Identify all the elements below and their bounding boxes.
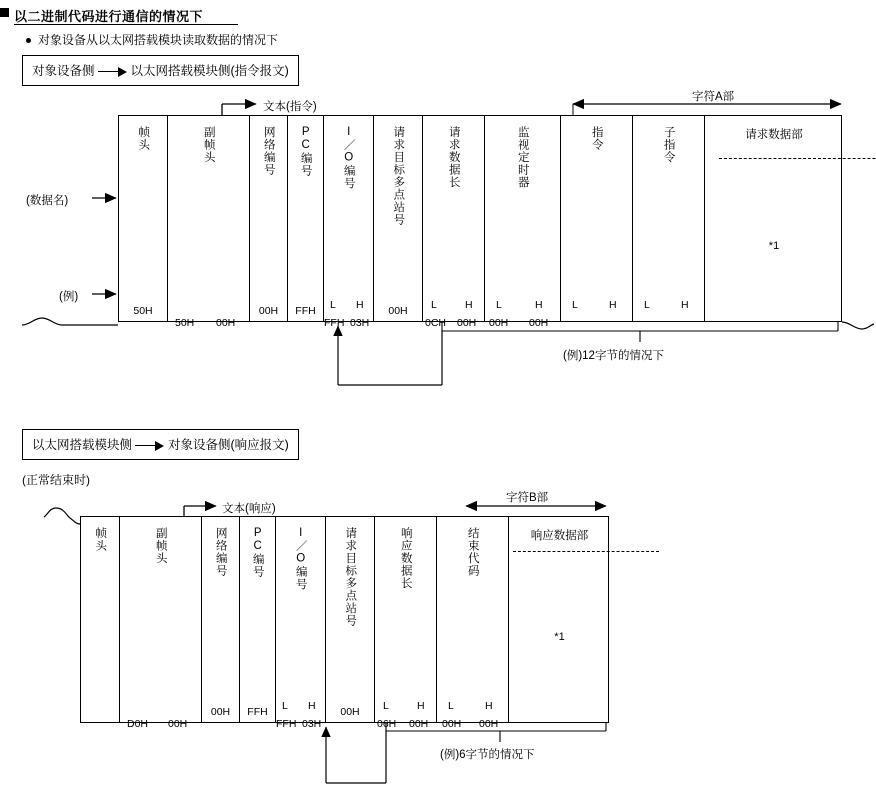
field-frame-header [119,116,168,321]
field-label: 帧头 [137,126,150,151]
title-underline [14,24,238,25]
caption-left-label: 以太网搭载模块侧 [32,438,133,452]
response-message-frame [80,516,609,730]
field-hex: 0CH [425,317,447,329]
field-lh: L [448,700,454,712]
field-label: 子指令 [662,126,675,164]
field-monitoring-timer [485,116,561,329]
field-hex-extra: 50H [175,317,195,329]
field-hex: 00H [216,317,236,329]
field-lh: H [535,299,543,311]
field-hex-extra: D0H [127,718,149,730]
field-hex: 00H [258,305,279,317]
field-command [561,116,633,321]
field-request-data-part [705,116,843,321]
field-lh: H [308,700,316,712]
field-hex: 00H [489,317,509,329]
field-lh: L [282,700,288,712]
field-lh: H [465,299,473,311]
field-response-data-part [509,517,610,722]
command-message-caption [22,55,299,86]
field-sub-header [120,517,202,730]
bytes-note-1: (例)12字节的情况下 [563,350,664,362]
dashed-separator [513,551,659,552]
field-label: 请求目标多点站号 [344,527,357,627]
field-hex: 00H [529,317,549,329]
field-label: PC编号 [299,126,312,177]
bullet-text: 对象设备从以太网搭载模块读取数据的情况下 [38,33,279,47]
field-hex: 03H [350,317,370,329]
command-message-frame [118,115,842,329]
dashed-separator [719,158,876,159]
right-arrow-icon [98,67,128,77]
field-request-data-length [423,116,485,329]
field-hex: 03H [302,718,322,730]
field-hex: 00H [210,706,231,718]
field-hex: 00H [457,317,477,329]
caption-left-label: 对象设备侧 [32,64,95,78]
field-hex: 00H [340,706,360,718]
field-label: 请求目标多点站号 [392,126,405,226]
char-b-part-label: 字符B部 [506,492,549,504]
field-label: 结束代码 [466,527,479,577]
text-command-label: 文本(指令) [263,101,317,113]
field-lh: L [572,299,578,311]
field-lh: H [485,700,493,712]
page-title: 以二进制代码进行通信的情况下 [14,9,204,24]
field-lh: H [417,700,425,712]
field-hex: 00H [388,305,408,317]
field-lh: H [681,299,689,311]
field-hex: 00H [409,718,429,730]
field-request-dest-station [374,116,423,321]
field-label: I／O编号 [342,126,355,190]
field-label: 响应数据长 [399,527,412,590]
field-lh: H [356,299,364,311]
field-sub-header [168,116,250,329]
field-hex: 00H [168,718,188,730]
field-hex: 06H [377,718,397,730]
field-label: 指令 [590,126,603,151]
field-label: 监视定时器 [516,126,529,189]
field-network-no [250,116,288,321]
field-label: 网络编号 [214,527,227,577]
field-hex: 00H [442,718,462,730]
field-end-code [437,517,509,730]
field-hex: FFH [276,718,297,730]
field-label: PC编号 [251,527,264,578]
field-label: I／O编号 [294,527,307,591]
field-label: 响应数据部 [530,530,589,542]
field-hex: FFH [295,305,316,317]
field-pc-no [240,517,276,722]
field-lh: L [644,299,650,311]
field-lh: L [431,299,437,311]
field-subcommand [633,116,705,321]
field-label: 请求数据长 [447,126,460,189]
field-io-no [324,116,374,329]
field-io-no [276,517,326,730]
field-pc-no [288,116,324,321]
field-network-no [202,517,240,722]
field-lh: L [330,299,336,311]
field-label: 副帧头 [154,527,167,565]
bytes-note-2: (例)6字节的情况下 [440,749,535,761]
footnote-ref: *1 [768,240,780,252]
char-a-part-label: 字符A部 [692,91,735,103]
example-label-1: (例) [59,291,79,303]
field-label: 网络编号 [262,126,275,176]
field-lh: H [609,299,617,311]
field-lh: L [383,700,389,712]
text-response-label: 文本(响应) [222,503,276,515]
caption-right-label: 对象设备侧(响应报文) [168,438,289,452]
right-arrow-icon [135,441,165,451]
caption-right-label: 以太网搭载模块侧(指令报文) [130,64,289,78]
field-response-data-length [375,517,437,730]
list-bullet-icon [26,38,31,43]
footnote-ref: *1 [554,631,565,643]
field-hex: FFH [247,706,268,718]
field-lh: L [496,299,502,311]
field-frame-header [81,517,120,722]
field-request-dest-station [326,517,375,722]
field-hex: 00H [479,718,499,730]
field-label: 请求数据部 [745,129,803,141]
field-hex: 50H [133,305,153,317]
data-name-label: (数据名) [26,195,69,207]
field-hex: FFH [324,317,345,329]
field-label: 帧头 [94,527,107,552]
response-message-caption [22,429,299,460]
normal-end-label: (正常结束时) [22,473,90,487]
section-bullet-square-icon [0,8,9,17]
field-label: 副帧头 [202,126,215,164]
